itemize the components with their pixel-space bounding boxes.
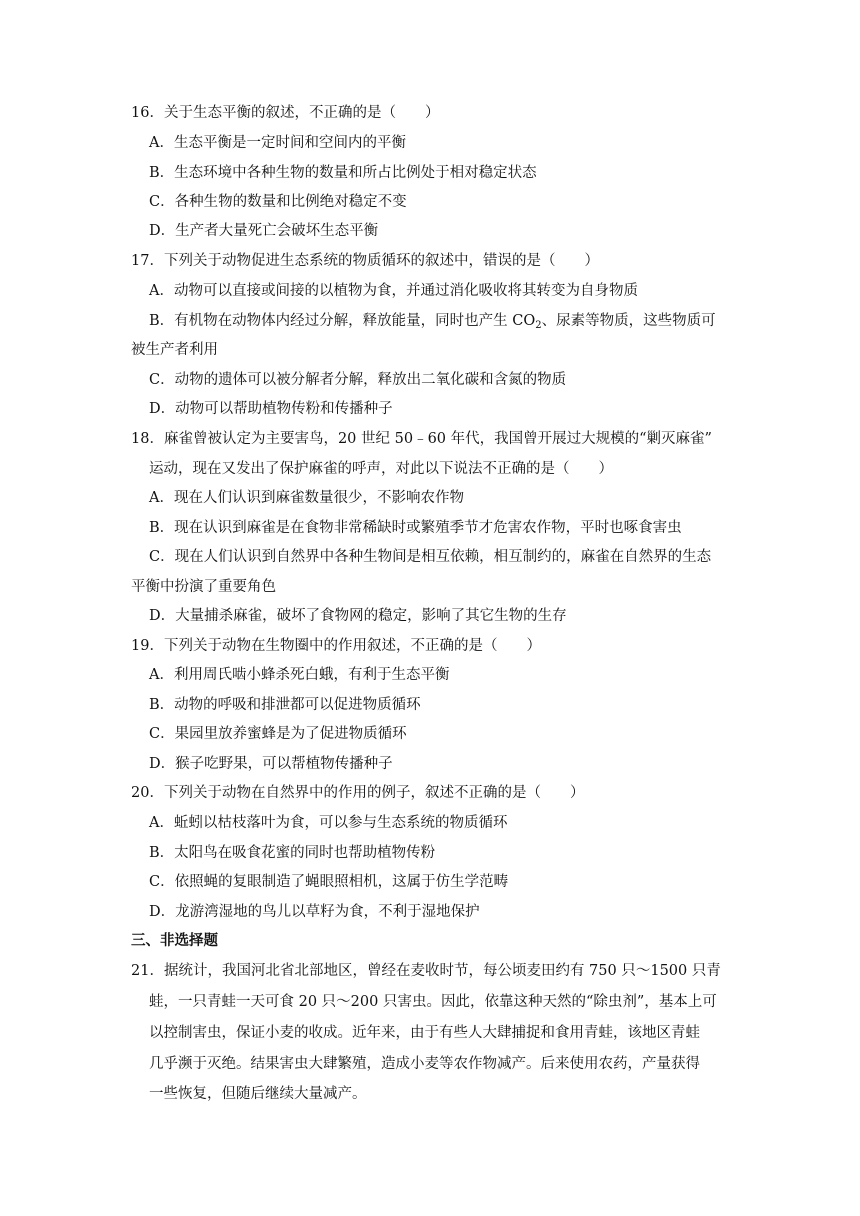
co2-formula: $CO_2$	[512, 313, 542, 331]
question-16-option-c: C．各种生物的数量和比例绝对稳定不变	[149, 194, 407, 210]
question-17-option-b-line2: 被生产者利用	[131, 342, 218, 358]
question-18-option-c: C．现在人们认识到自然界中各种生物间是相互依赖，相互制约的，麻雀在自然界的生态	[149, 549, 712, 565]
question-21-line-1: 21．据统计，我国河北省北部地区，曾经在麦收时节，每公顷麦田约有 750 只～1500 只青	[131, 963, 721, 979]
question-18-option-b: B．现在认识到麻雀是在食物非常稀缺时或繁殖季节才危害农作物，平时也啄食害虫	[149, 520, 682, 536]
question-19-option-d: D．猴子吃野果，可以帮植物传播种子	[149, 756, 393, 772]
question-18-stem: 18．麻雀曾被认定为主要害鸟，20 世纪 50﹣60 年代，我国曾开展过大规模的“剿灭麻雀”	[131, 431, 712, 447]
question-17-option-b-rest: 、尿素等物质，这些物质可	[541, 313, 716, 329]
question-17-option-b	[149, 312, 716, 335]
question-18-stem-line2: 运动，现在又发出了保护麻雀的呼声，对此以下说法不正确的是（ ）	[149, 461, 613, 477]
question-20-stem: 20．下列关于动物在自然界中的作用的例子，叙述不正确的是（ ）	[131, 785, 585, 801]
question-21-line-2: 蛙，一只青蛙一天可食 20 只～200 只害虫。因此，依靠这种天然的“除虫剂”，基本上可	[149, 994, 717, 1010]
question-20-option-c: C．依照蝇的复眼制造了蝇眼照相机，这属于仿生学范畴	[149, 874, 509, 890]
question-19-option-a: A．利用周氏啮小蜂杀死白蛾，有利于生态平衡	[149, 667, 450, 683]
question-17-option-d: D．动物可以帮助植物传粉和传播种子	[149, 401, 393, 417]
question-16-option-a: A．生态平衡是一定时间和空间内的平衡	[149, 135, 406, 151]
question-20-option-d: D．龙游湾湿地的鸟儿以草籽为食，不利于湿地保护	[149, 904, 480, 920]
question-20-option-b: B．太阳鸟在吸食花蜜的同时也帮助植物传粉	[149, 845, 436, 861]
question-18-option-a: A．现在人们认识到麻雀数量很少，不影响农作物	[149, 490, 464, 506]
question-17-option-b-text: B．有机物在动物体内经过分解，释放能量，同时也产生	[149, 313, 508, 329]
section-title: 三、非选择题	[131, 932, 218, 949]
question-17-option-c: C．动物的遗体可以被分解者分解，释放出二氧化碳和含氮的物质	[149, 372, 567, 388]
question-17-option-a: A．动物可以直接或间接的以植物为食，并通过消化吸收将其转变为自身物质	[149, 283, 638, 299]
question-19-option-c: C．果园里放养蜜蜂是为了促进物质循环	[149, 726, 407, 742]
question-17-stem: 17．下列关于动物促进生态系统的物质循环的叙述中，错误的是（ ）	[131, 253, 599, 269]
question-16-option-b: B．生态环境中各种生物的数量和所占比例处于相对稳定状态	[149, 165, 537, 181]
question-19-stem: 19．下列关于动物在生物圈中的作用叙述，不正确的是（ ）	[131, 638, 541, 654]
question-19-option-b: B．动物的呼吸和排泄都可以促进物质循环	[149, 697, 421, 713]
question-16-option-d: D．生产者大量死亡会破坏生态平衡	[149, 223, 379, 239]
question-21-line-3: 以控制害虫，保证小麦的收成。近年来，由于有些人大肆捕捉和食用青蛙，该地区青蛙	[149, 1025, 700, 1041]
question-21-line-5: 一些恢复，但随后继续大量减产。	[149, 1086, 367, 1102]
question-21-line-4: 几乎濒于灭绝。结果害虫大肆繁殖，造成小麦等农作物减产。后来使用农药，产量获得	[149, 1056, 700, 1072]
question-18-option-d: D．大量捕杀麻雀，破坏了食物网的稳定，影响了其它生物的生存	[149, 608, 567, 624]
question-18-option-c-line2: 平衡中扮演了重要角色	[131, 579, 276, 595]
question-20-option-a: A．蚯蚓以枯枝落叶为食，可以参与生态系统的物质循环	[149, 815, 508, 831]
question-16-stem: 16．关于生态平衡的叙述，不正确的是（ ）	[131, 105, 440, 121]
